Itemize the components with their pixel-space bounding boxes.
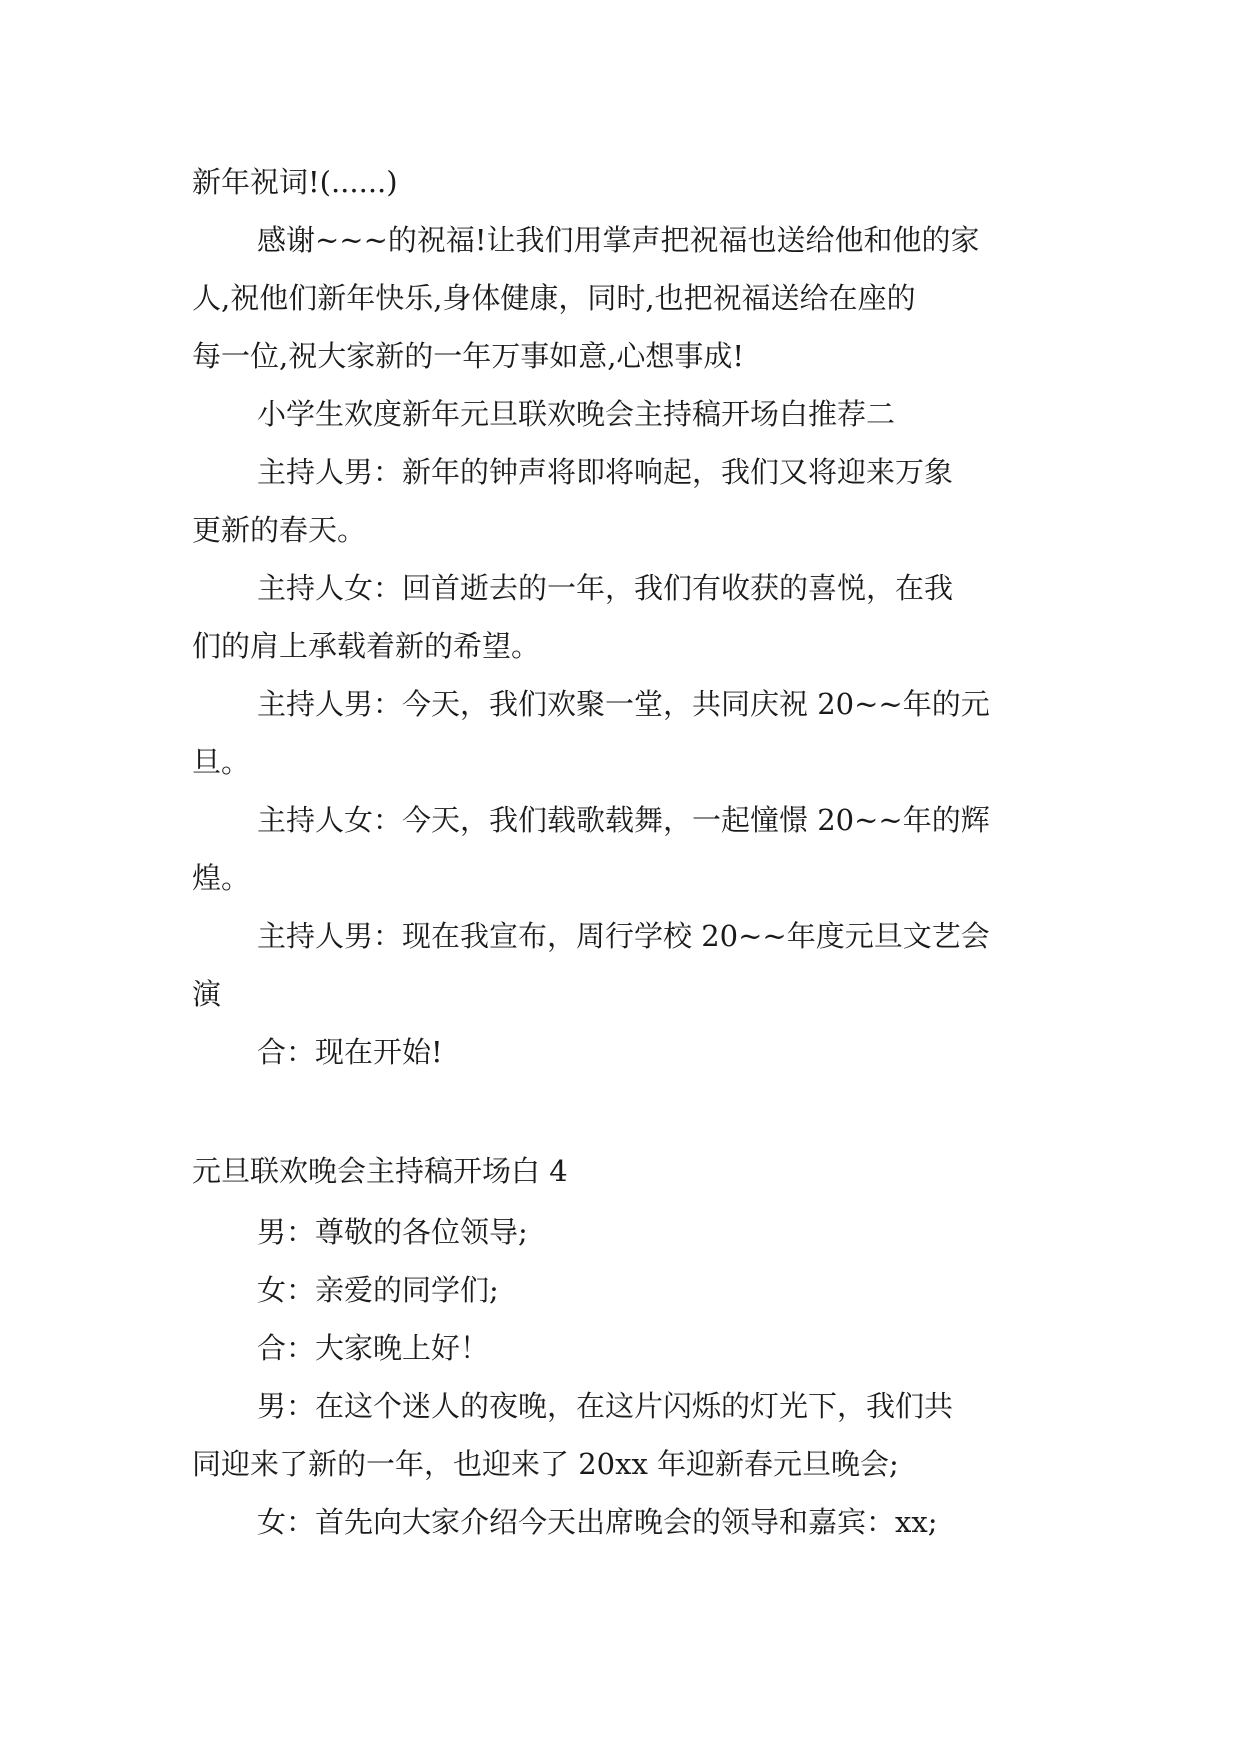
text-line: 新年祝词!(......) [192,165,398,199]
text-line: 更新的春天。 [192,513,367,547]
text-line: 女：亲爱的同学们; [257,1273,499,1307]
text-line: 人,祝他们新年快乐,身体健康，同时,也把祝福送给在座的 [192,281,916,315]
text-line: 旦。 [192,745,251,779]
text-line: 男：尊敬的各位领导; [257,1215,528,1249]
text-line: 每一位,祝大家新的一年万事如意,心想事成! [192,339,745,373]
text-line: 主持人女：回首逝去的一年，我们有收获的喜悦，在我 [257,571,954,605]
text-line: 男：在这个迷人的夜晚，在这片闪烁的灯光下，我们共 [257,1389,954,1423]
text-line: 感谢~~~的祝福!让我们用掌声把祝福也送给他和他的家 [257,223,980,257]
section-title: 小学生欢度新年元旦联欢晚会主持稿开场白推荐二 [257,397,896,431]
text-line: 演 [192,977,222,1011]
section-heading: 元旦联欢晚会主持稿开场白 4 [192,1154,568,1188]
text-line: 主持人男：现在我宣布，周行学校 20~~年度元旦文艺会 [257,919,990,953]
text-line: 女：首先向大家介绍今天出席晚会的领导和嘉宾：xx; [257,1505,938,1539]
text-line: 们的肩上承载着新的希望。 [192,629,541,663]
text-line: 同迎来了新的一年，也迎来了 20xx 年迎新春元旦晚会; [192,1447,899,1481]
text-line: 主持人女：今天，我们载歌载舞，一起憧憬 20~~年的辉 [257,803,990,837]
text-line: 主持人男：新年的钟声将即将响起，我们又将迎来万象 [257,455,954,489]
text-line: 合：现在开始! [257,1035,443,1069]
text-line: 主持人男：今天，我们欢聚一堂，共同庆祝 20~~年的元 [257,687,990,721]
text-line: 煌。 [192,861,251,895]
text-line: 合：大家晚上好！ [257,1331,490,1365]
